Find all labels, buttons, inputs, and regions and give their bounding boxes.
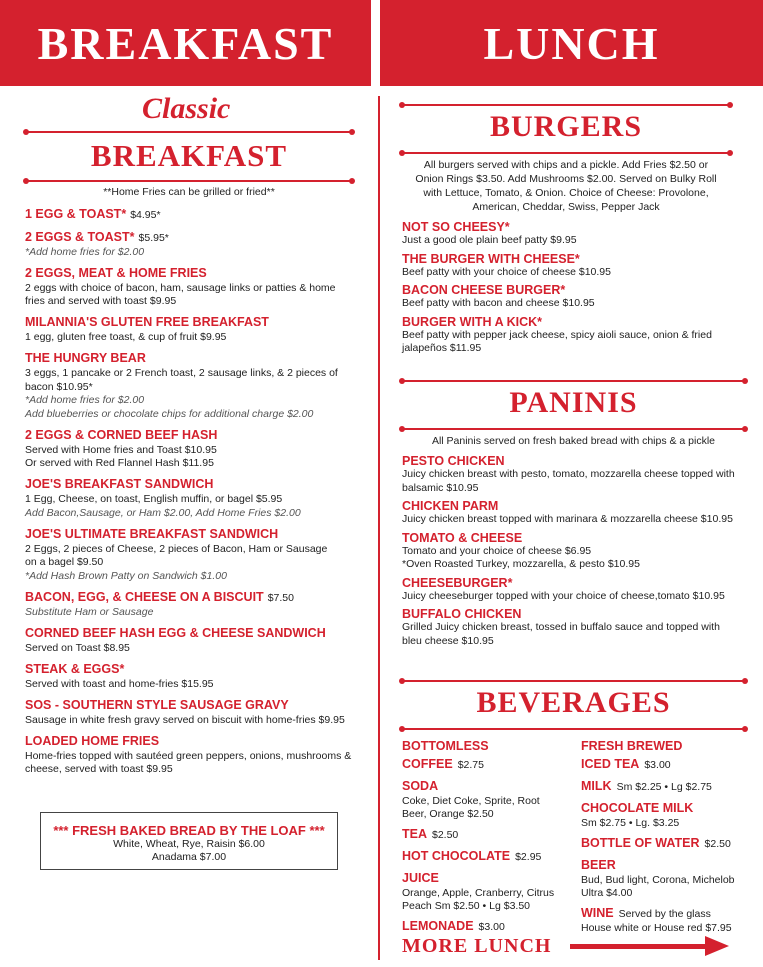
breakfast-item-header [25,264,365,282]
burgers-rule-top [402,104,730,106]
breakfast-item-header [25,624,365,642]
beverage-header [402,737,574,773]
beverage-price: Sm $2.25 • Lg $2.75 [616,781,712,793]
beverage-item [581,777,756,795]
beverages-left-column [402,737,574,939]
item-description: Home-fries topped with sautéed green peppers, onions, mushrooms & [25,749,352,762]
item-name: 2 EGGS & TOAST* [25,229,135,244]
beverage-item [402,777,574,821]
breakfast-item [25,696,365,728]
item-description: fries and served with toast $9.95 [25,295,177,307]
item-description: cheese, served with toast $9.95 [25,763,173,775]
beverage-description: Coke, Diet Coke, Sprite, Root [402,795,540,807]
beverage-item [402,917,574,935]
beverage-description: Sm $2.75 • Lg. $3.25 [581,817,680,829]
bread-box-title: *** FRESH BAKED BREAD BY THE LOAF *** [53,823,325,838]
item-note: Add blueberries or chocolate chips for additional charge $2.00 [25,407,314,420]
beverage-item [581,799,756,830]
beverage-price: $3.00 [478,921,505,933]
panini-item [402,576,757,604]
beverage-name: HOT CHOCOLATE [402,849,511,863]
item-name: BACON, EGG, & CHEESE ON A BISCUIT [25,589,264,604]
item-description: jalapeños $11.95 [402,342,482,354]
item-name: BURGER WITH A KICK* [402,314,543,329]
item-name: JOE'S ULTIMATE BREAKFAST SANDWICH [25,526,279,541]
paninis-rule-bottom [402,428,745,430]
breakfast-item-header [25,732,365,750]
more-lunch-label: MORE LUNCH [402,935,552,957]
beverages-right-column [581,737,756,939]
beverage-price: $2.95 [515,851,542,863]
beverage-price: $2.50 [704,838,731,850]
breakfast-item [25,525,365,584]
beverage-name: FRESH BREWED [581,739,683,753]
beverages-rule-bottom [402,728,745,730]
burger-item [402,252,752,280]
paninis-note: All Paninis served on fresh baked bread with chips & a pickle [431,435,716,447]
breakfast-item-header [25,660,365,678]
breakfast-rule-top [26,131,352,133]
beverage-header [581,834,756,852]
fresh-bread-box [40,812,338,870]
item-name: PESTO CHICKEN [402,454,505,468]
item-description: Or served with Red Flannel Hash $11.95 [25,457,214,469]
breakfast-item [25,426,365,471]
item-name: CORNED BEEF HASH EGG & CHEESE SANDWICH [25,625,326,640]
item-description: 1 egg, gluten free toast, & cup of fruit $9.95 [25,331,227,343]
item-description: Juicy cheeseburger topped with your choice of cheese,tomato $10.95 [402,589,725,602]
breakfast-item [25,264,365,309]
item-description: Tomato and your choice of cheese $6.95 [402,544,592,557]
breakfast-item [25,588,365,620]
item-description: Served on Toast $8.95 [25,641,130,654]
beverage-item [581,737,756,755]
item-name: 2 EGGS & CORNED BEEF HASH [25,427,218,442]
item-note: Add Bacon,Sausage, or Ham $2.00, Add Home Fries $2.00 [25,506,301,519]
beverage-header [402,869,574,887]
beverage-header [581,904,756,922]
breakfast-item-header [25,696,365,714]
burgers-items [402,220,752,360]
item-description: balsamic $10.95 [402,481,479,494]
beverage-name: LEMONADE [402,919,474,933]
item-description: 2 Eggs, 2 pieces of Cheese, 2 pieces of Bacon, Ham or Sausage [25,542,328,555]
breakfast-item-header [25,313,365,331]
column-divider [378,96,380,960]
item-description: 1 Egg, Cheese, on toast, English muffin, or bagel $5.95 [25,493,283,505]
item-description: Beef patty with bacon and cheese $10.95 [402,297,595,309]
item-name: THE BURGER WITH CHEESE* [402,251,580,266]
beverage-name: JUICE [402,871,439,885]
item-description: Juicy chicken breast with pesto, tomato, mozzarella cheese topped with [402,468,735,480]
panini-item [402,531,757,572]
bread-box-line1: White, Wheat, Rye, Raisin $6.00 [113,838,265,850]
panini-item [402,607,757,648]
breakfast-items [25,205,365,781]
breakfast-item [25,624,365,656]
beverage-name: TEA [402,827,427,841]
beverage-item [402,847,574,865]
beverage-description: Orange, Apple, Cranberry, Citrus [402,887,555,899]
breakfast-item-header [25,349,365,367]
beverage-header [581,755,756,773]
item-description: Served with toast and home-fries $15.95 [25,677,214,690]
home-fries-note: **Home Fries can be grilled or fried** [103,186,275,198]
item-name: BUFFALO CHICKEN [402,607,522,621]
item-price: $7.50 [267,591,294,604]
item-description: bleu cheese $10.95 [402,634,494,647]
panini-item [402,454,757,495]
burger-item [402,283,752,311]
beverage-price: $2.75 [457,759,484,771]
item-description: Sausage in white fresh gravy served on biscuit with home-fries $9.95 [25,713,345,726]
item-price: $4.95* [130,209,161,221]
beverage-description: Bud, Bud light, Corona, Michelob [581,874,735,886]
bread-box-line2: Anadama $7.00 [151,851,227,863]
breakfast-item [25,475,365,520]
item-note: *Add Hash Brown Patty on Sandwich $1.00 [25,569,227,582]
item-name: CHEESEBURGER* [402,575,513,590]
beverage-item [402,737,574,773]
beverage-description: Beer, Orange $2.50 [402,808,494,820]
item-name: 1 EGG & TOAST* [25,207,127,221]
beverage-name: WINE [581,906,614,920]
beverage-description: House white or House red $7.95 [581,922,732,934]
more-lunch-arrow-icon [570,944,710,949]
breakfast-heading: BREAKFAST [90,138,288,173]
lunch-banner [380,0,763,86]
item-note: Substitute Ham or Sausage [25,605,154,618]
paninis-rule-top [402,380,745,382]
beverage-item [581,755,756,773]
beverage-header [402,825,574,843]
breakfast-item-header [25,475,365,493]
item-name: CHICKEN PARM [402,499,499,513]
item-name: THE HUNGRY BEAR [25,351,146,365]
item-note: *Add home fries for $2.00 [25,394,145,406]
burgers-rule-bottom [402,152,730,154]
beverages-rule-top [402,680,745,682]
breakfast-banner [0,0,371,86]
classic-script-title: Classic [142,92,231,125]
item-description: Beef patty with your choice of cheese $10.95 [402,265,611,278]
item-description: 3 eggs, 1 pancake or 2 French toast, 2 sausage links, & 2 pieces of [25,367,338,379]
item-name: LOADED HOME FRIES [25,733,160,748]
item-price: $5.95* [138,231,169,244]
beverage-name: SODA [402,779,439,793]
item-name: STEAK & EGGS* [25,661,125,676]
beverage-item [402,825,574,843]
paninis-items [402,454,757,652]
item-description: on a bagel $9.50 [25,556,104,568]
breakfast-item-header [25,525,365,543]
burgers-note-line: American, Cheddar, Swiss, Pepper Jack [472,201,660,213]
paninis-heading: PANINIS [509,386,638,419]
burgers-note-line: with Lettuce, Tomato, & Onion. Choice of Cheese: Provolone, [423,187,709,199]
breakfast-rule-bottom [26,180,352,182]
burgers-note [402,158,730,214]
burger-item [402,220,752,248]
beverage-item [581,904,756,935]
item-name: JOE'S BREAKFAST SANDWICH [25,477,214,491]
item-name: SOS - SOUTHERN STYLE SAUSAGE GRAVY [25,697,289,712]
item-name: BACON CHEESE BURGER* [402,283,566,297]
item-description: Served with Home fries and Toast $10.95 [25,443,217,456]
breakfast-item [25,205,365,223]
item-name: TOMATO & CHEESE [402,530,523,545]
beverage-price: $2.50 [432,829,459,841]
breakfast-item [25,228,365,260]
beverage-name: BOTTLE OF WATER [581,836,700,850]
breakfast-item [25,349,365,421]
burgers-note-line: All burgers served with chips and a pickle. Add Fries $2.50 or [423,159,709,171]
beverage-name: MILK [581,779,612,793]
beverage-description: Peach Sm $2.50 • Lg $3.50 [402,900,531,912]
item-description: Just a good ole plain beef patty $9.95 [402,234,577,246]
breakfast-item-header [25,426,365,444]
breakfast-item-header [25,228,365,246]
beverage-header [402,917,574,935]
beverage-header [402,777,574,795]
item-description: 2 eggs with choice of bacon, ham, sausage links or patties & home [25,281,336,294]
lunch-banner-title: LUNCH [483,17,660,69]
item-name: 2 EGGS, MEAT & HOME FRIES [25,265,207,280]
item-description: bacon $10.95* [25,380,93,393]
item-name: MILANNIA'S GLUTEN FREE BREAKFAST [25,315,269,329]
beverage-price: $3.00 [644,759,671,771]
breakfast-item [25,660,365,692]
burgers-heading: BURGERS [489,110,643,143]
breakfast-item-header [25,205,365,223]
beverage-name: BOTTOMLESS COFFEE [402,739,489,771]
item-description: *Oven Roasted Turkey, mozzarella, & pesto $10.95 [402,558,640,570]
breakfast-item-header [25,588,365,606]
beverage-name: ICED TEA [581,757,640,771]
beverage-description: Ultra $4.00 [581,887,633,899]
breakfast-item [25,313,365,345]
beverage-item [402,869,574,913]
panini-item [402,499,757,527]
beverage-header [581,777,756,795]
beverage-header [581,799,756,817]
burgers-note-line: Onion Rings $3.50. Add Mushrooms $2.00. Served on Bulky Roll [415,173,717,185]
beverage-name: CHOCOLATE MILK [581,801,694,815]
beverage-header [581,737,756,755]
beverage-header [402,847,574,865]
beverages-heading: BEVERAGES [476,686,671,719]
burger-item [402,315,752,356]
beverage-price: Served by the glass [618,908,711,920]
item-description: Grilled Juicy chicken breast, tossed in buffalo sauce and topped with [402,621,720,633]
item-note: *Add home fries for $2.00 [25,245,145,258]
beverage-item [581,856,756,900]
beverage-name: BEER [581,858,616,872]
item-description: Beef patty with pepper jack cheese, spicy aioli sauce, onion & fried [402,328,712,341]
item-name: NOT SO CHEESY* [402,220,510,234]
breakfast-banner-title: BREAKFAST [37,17,334,69]
item-description: Juicy chicken breast topped with marinara & mozzarella cheese $10.95 [402,513,733,525]
beverage-item [581,834,756,852]
breakfast-item [25,732,365,777]
arrow-head-icon [705,936,729,956]
beverage-header [581,856,756,874]
